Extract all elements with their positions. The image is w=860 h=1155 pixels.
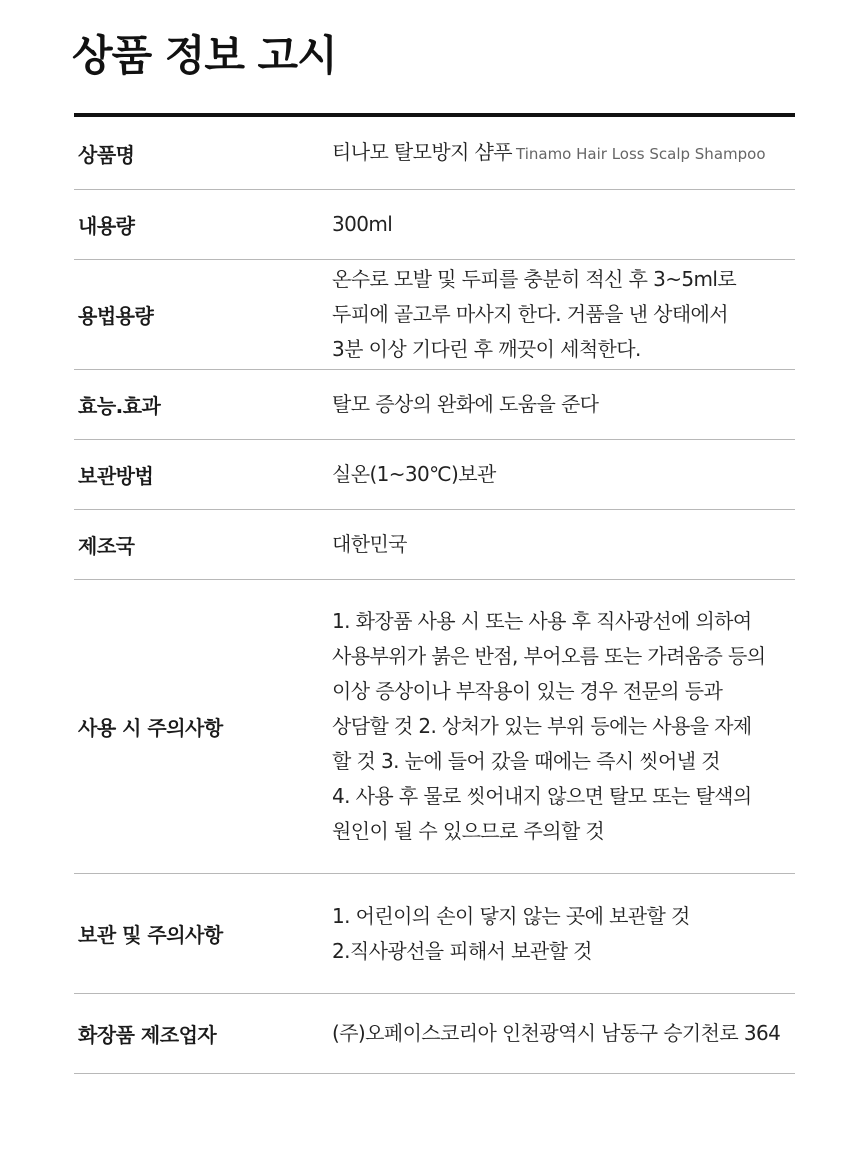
table-row — [74, 260, 795, 370]
table-row — [74, 440, 795, 510]
value-line: 두피에 골고루 마사지 한다. 거품을 낸 상태에서 — [332, 302, 728, 326]
row-value — [332, 135, 795, 172]
row-label: 화장품 제조업자 — [78, 1023, 217, 1047]
value-line: 상담할 것 2. 상처가 있는 부위 등에는 사용을 자제 — [332, 714, 752, 738]
row-value — [332, 899, 795, 969]
table-row — [74, 190, 795, 260]
row-value — [332, 387, 795, 422]
row-value — [332, 604, 795, 849]
page-title: 상품 정보 고시 — [72, 31, 337, 80]
value-line: 할 것 3. 눈에 들어 갔을 때에는 즉시 씻어낼 것 — [332, 749, 720, 773]
value-line: 실온(1~30℃)보관 — [332, 462, 496, 486]
value-line: 300ml — [332, 212, 393, 236]
table-row — [74, 117, 795, 190]
table-row — [74, 580, 795, 874]
row-label: 효능.효과 — [78, 394, 161, 418]
value-line: 1. 어린이의 손이 닿지 않는 곳에 보관할 것 — [332, 903, 690, 928]
row-label: 보관 및 주의사항 — [78, 923, 223, 947]
row-label: 제조국 — [78, 534, 135, 558]
product-name: 티나모 탈모방지 샴푸 — [332, 139, 512, 164]
product-name-english: Tinamo Hair Loss Scalp Shampoo — [516, 144, 766, 163]
value-line: 대한민국 — [332, 532, 407, 556]
value-line: (주)오페이스코리아 인천광역시 남동구 승기천로 364 — [332, 1021, 781, 1045]
row-label: 용법용량 — [78, 304, 154, 328]
row-value — [332, 1016, 795, 1051]
table-row — [74, 510, 795, 580]
table-row — [74, 994, 795, 1074]
row-label: 보관방법 — [78, 464, 154, 488]
value-line: 3분 이상 기다린 후 깨끗이 세척한다. — [332, 337, 641, 361]
row-value — [332, 207, 795, 242]
row-label: 사용 시 주의사항 — [78, 716, 223, 740]
table-row — [74, 370, 795, 440]
value-line: 사용부위가 붉은 반점, 부어오름 또는 가려움증 등의 — [332, 644, 766, 668]
value-line: 1. 화장품 사용 시 또는 사용 후 직사광선에 의하여 — [332, 609, 752, 633]
value-line: 온수로 모발 및 두피를 충분히 적신 후 3~5ml로 — [332, 267, 737, 291]
row-value — [332, 262, 795, 367]
value-line: 이상 증상이나 부작용이 있는 경우 전문의 등과 — [332, 679, 723, 703]
row-label: 상품명 — [78, 142, 135, 167]
table-row — [74, 874, 795, 994]
value-line: 원인이 될 수 있으므로 주의할 것 — [332, 819, 605, 843]
value-line: 4. 사용 후 물로 씻어내지 않으면 탈모 또는 탈색의 — [332, 784, 752, 808]
row-label: 내용량 — [78, 214, 135, 238]
row-value — [332, 457, 795, 492]
value-line: 2.직사광선을 피해서 보관할 것 — [332, 938, 592, 963]
row-value — [332, 527, 795, 562]
value-line: 탈모 증상의 완화에 도움을 준다 — [332, 392, 599, 416]
product-info-table — [74, 117, 795, 1074]
